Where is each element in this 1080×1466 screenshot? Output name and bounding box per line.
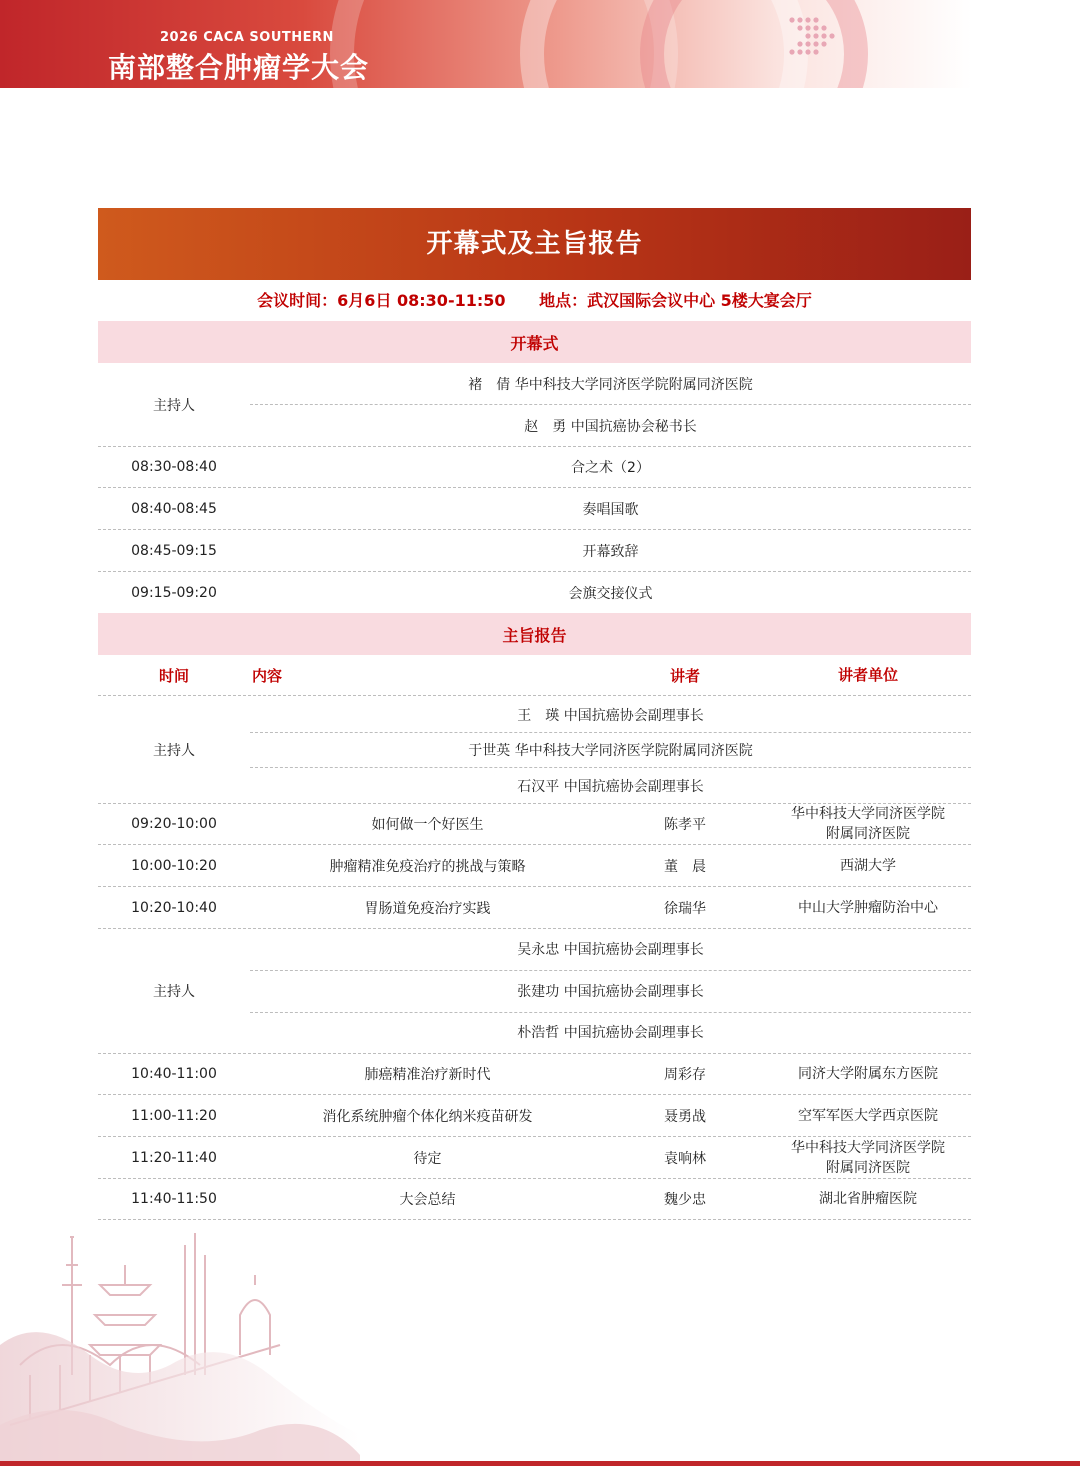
talk-row xyxy=(98,887,971,929)
keynote-host: 吴永忠 中国抗癌协会副理事长 xyxy=(517,942,704,958)
keynote-host: 王 瑛 中国抗癌协会副理事长 xyxy=(517,708,704,724)
talk-time: 10:20-10:40 xyxy=(131,899,217,916)
col-speaker-header: 讲者 xyxy=(669,666,700,685)
opening-row xyxy=(98,530,971,572)
talk-time: 10:40-11:00 xyxy=(131,1066,217,1082)
meeting-meta xyxy=(98,281,971,321)
opening-row xyxy=(98,488,971,530)
divider xyxy=(250,1012,971,1013)
table-header xyxy=(98,655,971,696)
city-skyline-illustration xyxy=(0,1225,1080,1466)
divider xyxy=(250,404,971,405)
col-org-header: 讲者单位 xyxy=(837,666,898,684)
col-content-header: 内容 xyxy=(252,666,283,685)
banner-title: 南部整合肿瘤学大会 xyxy=(108,51,370,84)
talk-org xyxy=(765,804,971,844)
talk-row xyxy=(98,1137,971,1179)
talk-org: 湖北省肿瘤医院 xyxy=(819,1191,917,1207)
keynote-heading-label: 主旨报告 xyxy=(502,625,567,645)
row-content: 奏唱国歌 xyxy=(582,501,639,518)
talk-org: 同济大学附属东方医院 xyxy=(798,1066,938,1082)
talk-org-line: 附属同济医院 xyxy=(826,826,910,842)
talk-speaker: 周彩存 xyxy=(664,1067,706,1083)
opening-row xyxy=(98,447,971,488)
talk-topic: 胃肠道免疫治疗实践 xyxy=(364,900,491,917)
talk-org-line: 华中科技大学同济医学院 xyxy=(791,806,945,822)
talk-topic: 如何做一个好医生 xyxy=(371,817,484,833)
talk-org-line: 附属同济医院 xyxy=(826,1159,910,1176)
section-title: 开幕式及主旨报告 xyxy=(98,208,971,280)
talk-org-line: 华中科技大学同济医学院 xyxy=(791,1139,945,1156)
row-time: 08:40-08:45 xyxy=(131,500,217,517)
divider xyxy=(250,732,971,733)
talk-time: 11:40-11:50 xyxy=(131,1191,217,1207)
row-time: 09:15-09:20 xyxy=(131,584,217,601)
talk-row xyxy=(98,1179,971,1220)
talk-speaker: 魏少忠 xyxy=(664,1192,706,1208)
talk-topic: 大会总结 xyxy=(399,1192,456,1208)
talk-topic: 肺癌精准治疗新时代 xyxy=(364,1067,491,1083)
row-content: 合之术（2） xyxy=(571,460,650,476)
talk-row xyxy=(98,1095,971,1137)
keynote-host: 朴浩哲 中国抗癌协会副理事长 xyxy=(517,1025,704,1041)
talk-time: 09:20-10:00 xyxy=(131,816,217,832)
keynote-host-label-1: 主持人 xyxy=(153,743,195,759)
meeting-place: 地点：武汉国际会议中心 5楼大宴会厅 xyxy=(539,291,812,310)
meeting-time: 会议时间：6月6日 08:30-11:50 xyxy=(257,291,506,310)
row-time: 08:45-09:15 xyxy=(131,542,217,559)
keynote-host: 于世英 华中科技大学同济医学院附属同济医院 xyxy=(468,743,753,759)
talk-row xyxy=(98,1054,971,1095)
top-banner xyxy=(0,0,1080,88)
row-time: 08:30-08:40 xyxy=(131,459,217,475)
talk-row xyxy=(98,804,971,845)
talk-speaker: 董 晨 xyxy=(664,858,706,875)
opening-host-2: 赵 勇 中国抗癌协会秘书长 xyxy=(524,419,697,435)
opening-heading xyxy=(98,321,971,363)
opening-host-1: 褚 倩 华中科技大学同济医学院附属同济医院 xyxy=(468,377,753,393)
talk-org: 西湖大学 xyxy=(840,857,896,874)
keynote-host: 石汉平 中国抗癌协会副理事长 xyxy=(517,779,704,795)
talk-speaker: 徐瑞华 xyxy=(664,900,706,917)
talk-topic: 肿瘤精准免疫治疗的挑战与策略 xyxy=(329,858,526,875)
divider xyxy=(250,970,971,971)
opening-row xyxy=(98,572,971,613)
opening-heading-label: 开幕式 xyxy=(510,333,559,353)
talk-time: 11:20-11:40 xyxy=(131,1149,217,1166)
talk-speaker: 陈孝平 xyxy=(664,817,706,833)
talk-time: 10:00-10:20 xyxy=(131,857,217,874)
row-content: 开幕致辞 xyxy=(582,543,639,560)
talk-speaker: 袁响林 xyxy=(664,1150,706,1167)
talk-org: 空军军医大学西京医院 xyxy=(798,1107,938,1124)
keynote-heading xyxy=(98,613,971,655)
divider xyxy=(250,767,971,768)
row-content: 会旗交接仪式 xyxy=(568,585,653,602)
talk-row xyxy=(98,845,971,887)
opening-host-label: 主持人 xyxy=(153,398,195,414)
talk-time: 11:00-11:20 xyxy=(131,1107,217,1124)
col-time-header: 时间 xyxy=(158,666,189,685)
dotted-arrow-icon xyxy=(788,14,840,62)
talk-speaker: 聂勇战 xyxy=(664,1108,706,1125)
keynote-host: 张建功 中国抗癌协会副理事长 xyxy=(517,984,704,1000)
talk-topic: 消化系统肿瘤个体化纳米疫苗研发 xyxy=(322,1108,533,1125)
talk-topic: 待定 xyxy=(413,1150,442,1167)
talk-org xyxy=(765,1138,971,1178)
banner-subtitle: 2026 CACA SOUTHERN xyxy=(160,30,334,45)
keynote-host-label-2: 主持人 xyxy=(153,984,195,1000)
talk-org: 中山大学肿瘤防治中心 xyxy=(798,899,938,916)
